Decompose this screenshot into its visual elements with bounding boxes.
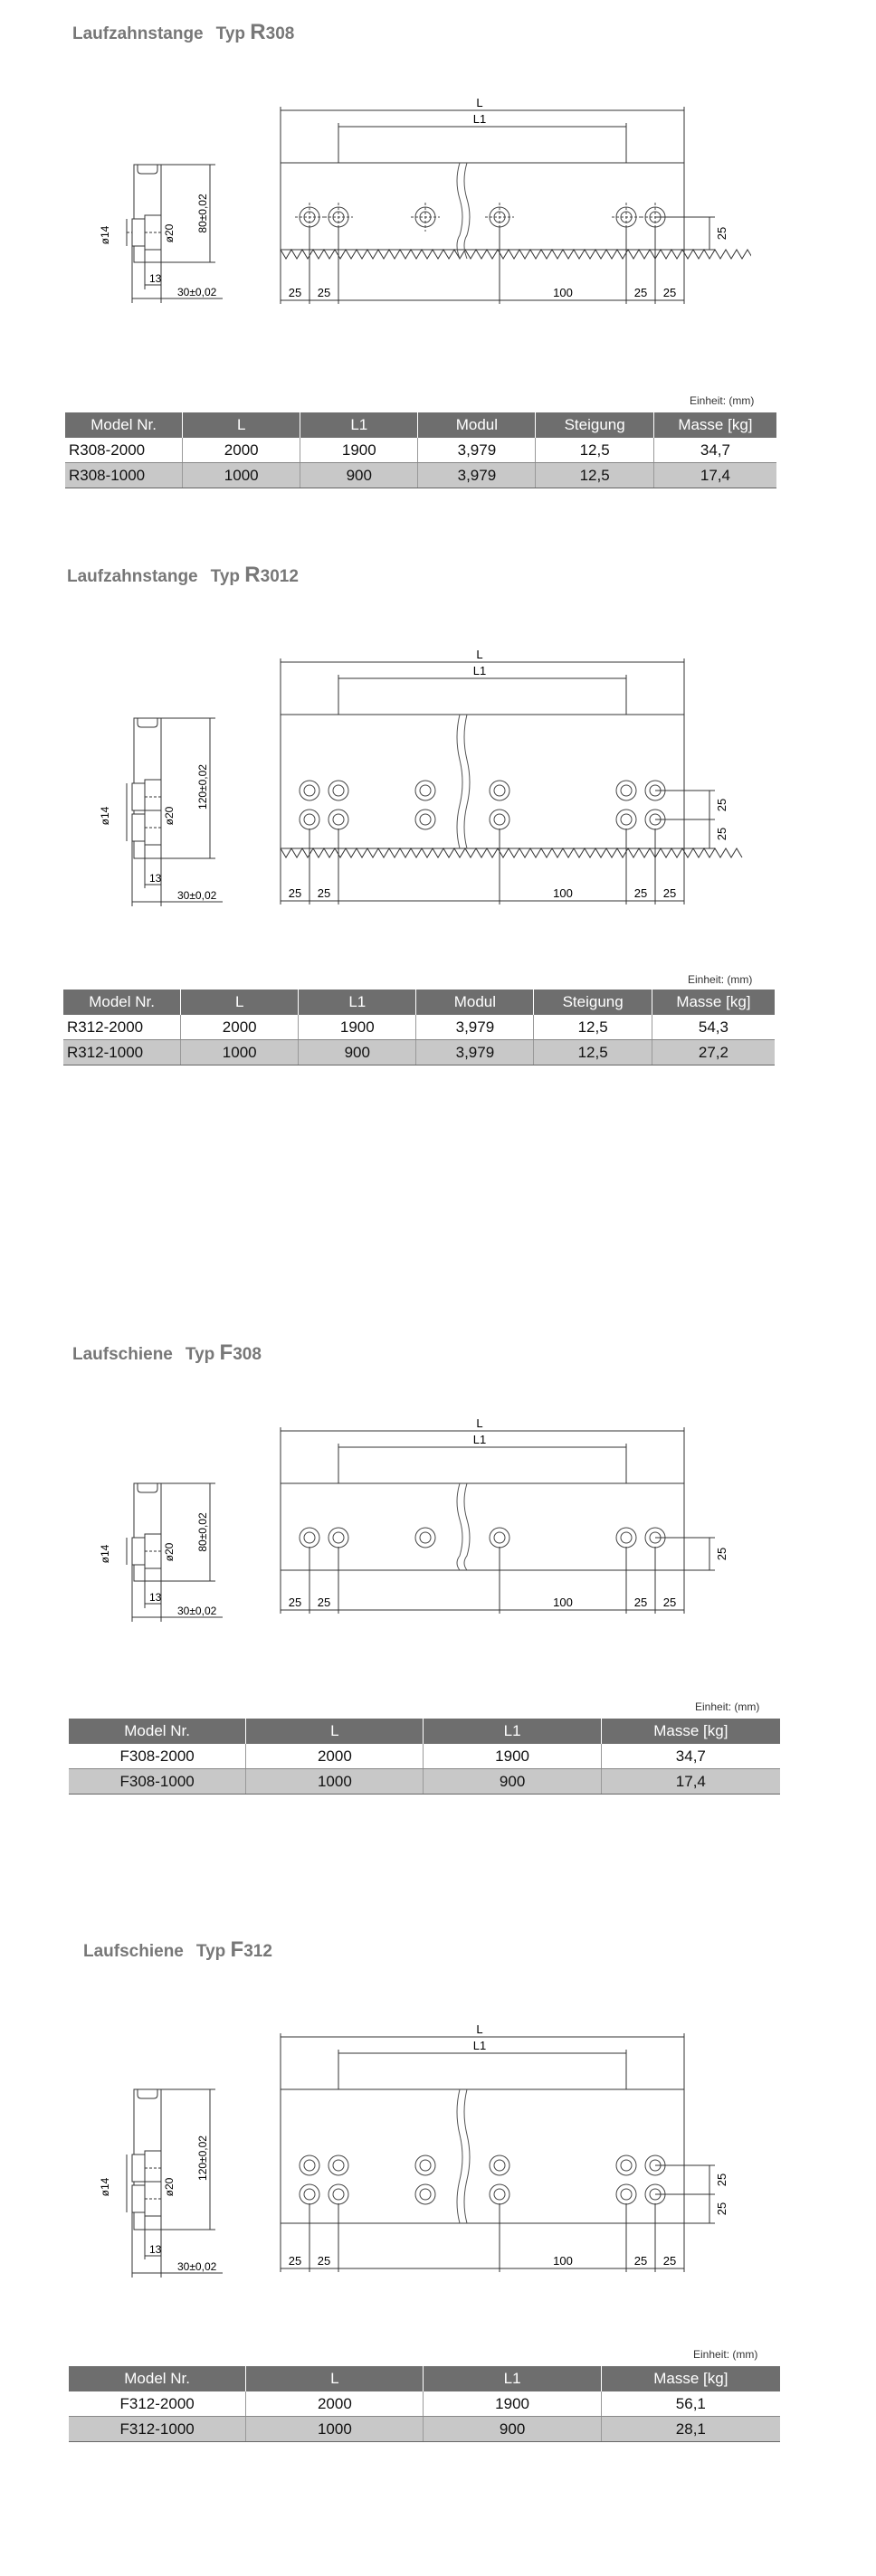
dim-dia20: ø20 (163, 223, 176, 243)
col-header: Model Nr. (69, 2366, 246, 2391)
cell-L: 2000 (246, 2391, 424, 2417)
cell-L1: 900 (299, 1040, 416, 1065)
dim-25a: 25 (288, 2254, 302, 2268)
dim-v25a: 25 (715, 226, 728, 241)
section-title (72, 1340, 262, 1366)
dim-25a: 25 (288, 886, 302, 900)
cell-L1: 1900 (424, 2391, 601, 2417)
col-header: Model Nr. (65, 412, 183, 438)
dim-height: 80±0,02 (196, 194, 209, 233)
col-header: L (183, 412, 300, 438)
dim-25c: 25 (633, 1596, 648, 1609)
cell-modul: 3,979 (416, 1040, 534, 1065)
cell-L1: 900 (300, 463, 418, 488)
dim-25d: 25 (662, 286, 677, 299)
table-row (69, 1744, 780, 1769)
dim-30: 30±0,02 (177, 286, 217, 298)
section-f312 (0, 1918, 876, 2551)
cell-masse: 34,7 (601, 1744, 780, 1769)
dim-v25a: 25 (715, 1547, 728, 1561)
dim-dia20: ø20 (163, 2177, 176, 2197)
dim-L: L (476, 1416, 483, 1430)
section-f308 (0, 1321, 876, 1845)
cell-L: 1000 (246, 1769, 424, 1795)
cell-L: 2000 (183, 438, 300, 463)
title-typ: Typ R3012 (210, 563, 299, 587)
dim-25b: 25 (317, 2254, 331, 2268)
cell-masse: 56,1 (601, 2391, 780, 2417)
col-header: Masse [kg] (653, 412, 776, 438)
col-header: L (246, 2366, 424, 2391)
dim-v25a: 25 (715, 2173, 728, 2187)
cell-modul: 3,979 (416, 1015, 534, 1040)
dim-100: 100 (553, 886, 573, 900)
dim-13: 13 (149, 2243, 162, 2256)
unit-label: Einheit: (mm) (690, 394, 755, 407)
table-row (69, 1769, 780, 1795)
section-title (72, 20, 294, 45)
cell-model: F308-1000 (69, 1769, 246, 1795)
side-view-drawing (90, 154, 235, 312)
table-header-row (65, 412, 776, 438)
dim-25d: 25 (662, 1596, 677, 1609)
dim-25b: 25 (317, 1596, 331, 1609)
table-row (69, 2417, 780, 2442)
cell-modul: 3,979 (418, 438, 536, 463)
dim-dia14: ø14 (99, 806, 111, 826)
cell-masse: 34,7 (653, 438, 776, 463)
col-header: Masse [kg] (601, 1719, 780, 1744)
col-header: Masse [kg] (601, 2366, 780, 2391)
cell-masse: 17,4 (601, 1769, 780, 1795)
cell-model: F308-2000 (69, 1744, 246, 1769)
col-header: Steigung (534, 990, 652, 1015)
title-main: Laufzahnstange (72, 24, 204, 43)
dim-13: 13 (149, 872, 162, 885)
side-view-drawing (90, 1473, 235, 1631)
dim-height: 120±0,02 (196, 2136, 209, 2181)
cell-steigung: 12,5 (536, 438, 653, 463)
title-typ: Typ R308 (215, 20, 295, 44)
dim-25c: 25 (633, 886, 648, 900)
dim-25d: 25 (662, 886, 677, 900)
cell-masse: 17,4 (653, 463, 776, 488)
cell-model: F312-2000 (69, 2391, 246, 2417)
cell-model: R308-2000 (65, 438, 183, 463)
cell-L1: 1900 (424, 1744, 601, 1769)
unit-label: Einheit: (mm) (693, 2348, 758, 2361)
cell-masse: 28,1 (601, 2417, 780, 2442)
dim-v25a: 25 (715, 798, 728, 812)
dim-dia14: ø14 (99, 2177, 111, 2197)
dim-L1: L1 (472, 2039, 487, 2052)
side-view-drawing (90, 2079, 235, 2287)
dim-dia20: ø20 (163, 806, 176, 826)
section-r308 (0, 0, 876, 507)
dim-13: 13 (149, 1591, 162, 1604)
dim-100: 100 (553, 2254, 573, 2268)
cell-steigung: 12,5 (536, 463, 653, 488)
dim-25a: 25 (288, 1596, 302, 1609)
dim-13: 13 (149, 272, 162, 285)
col-header: L1 (424, 2366, 601, 2391)
dim-L1: L1 (472, 664, 487, 677)
cell-model: R312-2000 (63, 1015, 181, 1040)
spec-table (65, 412, 776, 488)
cell-L1: 1900 (300, 438, 418, 463)
cell-modul: 3,979 (418, 463, 536, 488)
front-view-drawing (262, 2017, 751, 2288)
cell-steigung: 12,5 (534, 1040, 652, 1065)
cell-L: 2000 (181, 1015, 299, 1040)
dim-30: 30±0,02 (177, 2260, 217, 2273)
front-view-drawing (262, 642, 751, 914)
cell-masse: 54,3 (652, 1015, 775, 1040)
title-main: Laufzahnstange (67, 567, 198, 586)
unit-label: Einheit: (mm) (695, 1700, 760, 1713)
dim-height: 120±0,02 (196, 764, 209, 810)
col-header: L1 (300, 412, 418, 438)
col-header: L (181, 990, 299, 1015)
dim-L: L (476, 96, 483, 109)
table-header-row (69, 2366, 780, 2391)
section-title (67, 563, 299, 588)
col-header: Model Nr. (69, 1719, 246, 1744)
dim-dia14: ø14 (99, 225, 111, 245)
dim-dia14: ø14 (99, 1544, 111, 1564)
cell-L: 1000 (246, 2417, 424, 2442)
dim-25d: 25 (662, 2254, 677, 2268)
side-view-drawing (90, 707, 235, 915)
col-header: Masse [kg] (652, 990, 775, 1015)
dim-25c: 25 (633, 2254, 648, 2268)
dim-25a: 25 (288, 286, 302, 299)
dim-25c: 25 (633, 286, 648, 299)
table-row (69, 2391, 780, 2417)
section-r3012 (0, 543, 876, 1103)
dim-dia20: ø20 (163, 1542, 176, 1562)
table-row (65, 463, 776, 488)
cell-masse: 27,2 (652, 1040, 775, 1065)
section-title (83, 1937, 272, 1963)
col-header: L1 (424, 1719, 601, 1744)
cell-L: 2000 (246, 1744, 424, 1769)
cell-L1: 900 (424, 1769, 601, 1795)
front-view-drawing (262, 90, 751, 308)
dim-v25b: 25 (715, 2202, 728, 2216)
cell-steigung: 12,5 (534, 1015, 652, 1040)
cell-model: F312-1000 (69, 2417, 246, 2442)
dim-100: 100 (553, 1596, 573, 1609)
cell-model: R312-1000 (63, 1040, 181, 1065)
cell-L1: 900 (424, 2417, 601, 2442)
dim-25b: 25 (317, 886, 331, 900)
spec-table (69, 2366, 780, 2442)
col-header: Steigung (536, 412, 653, 438)
table-header-row (63, 990, 775, 1015)
front-view-drawing (262, 1411, 751, 1628)
col-header: Modul (416, 990, 534, 1015)
col-header: L (246, 1719, 424, 1744)
title-typ: Typ F308 (185, 1340, 262, 1365)
table-row (63, 1040, 775, 1065)
dim-L1: L1 (472, 1433, 487, 1446)
cell-model: R308-1000 (65, 463, 183, 488)
title-main: Laufschiene (83, 1942, 184, 1961)
dim-100: 100 (553, 286, 573, 299)
dim-30: 30±0,02 (177, 889, 217, 902)
table-row (65, 438, 776, 463)
col-header: L1 (299, 990, 416, 1015)
table-row (63, 1015, 775, 1040)
spec-table (69, 1719, 780, 1795)
table-header-row (69, 1719, 780, 1744)
col-header: Modul (418, 412, 536, 438)
unit-label: Einheit: (mm) (688, 973, 753, 986)
cell-L: 1000 (181, 1040, 299, 1065)
title-typ: Typ F312 (195, 1937, 272, 1962)
col-header: Model Nr. (63, 990, 181, 1015)
dim-30: 30±0,02 (177, 1605, 217, 1617)
spec-table (63, 990, 775, 1065)
cell-L1: 1900 (299, 1015, 416, 1040)
title-main: Laufschiene (72, 1345, 173, 1364)
dim-L: L (476, 648, 483, 661)
dim-L: L (476, 2022, 483, 2036)
dim-height: 80±0,02 (196, 1512, 209, 1552)
dim-25b: 25 (317, 286, 331, 299)
cell-L: 1000 (183, 463, 300, 488)
dim-v25b: 25 (715, 827, 728, 841)
dim-L1: L1 (472, 112, 487, 126)
